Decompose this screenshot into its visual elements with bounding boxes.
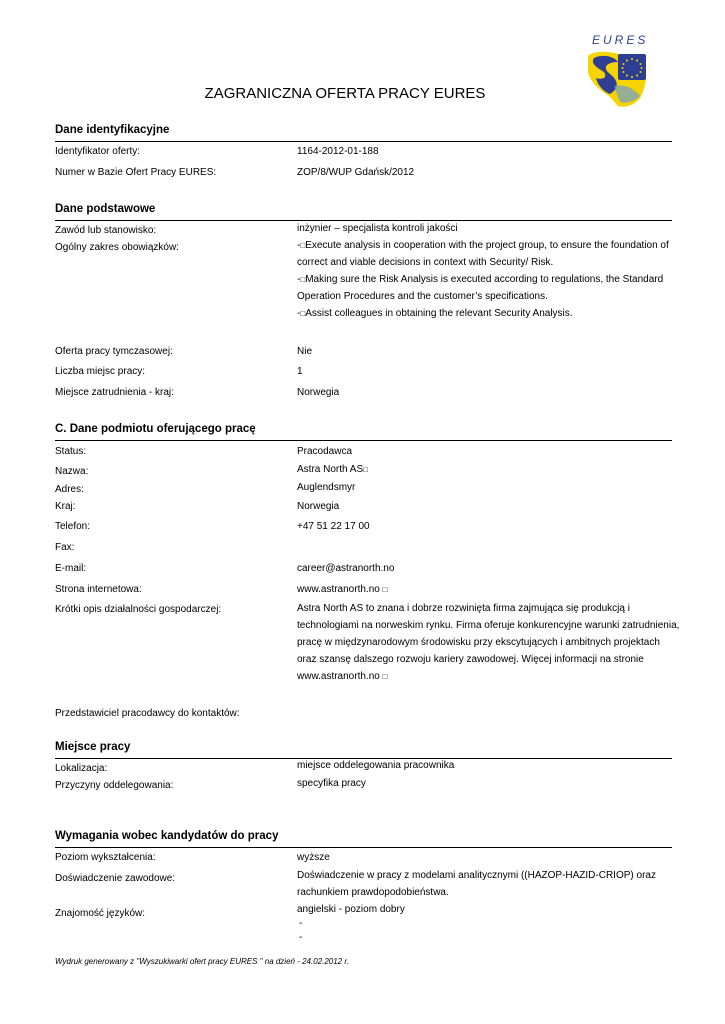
languages-label: Znajomość języków: <box>55 908 146 919</box>
location-label: Lokalizacja: <box>55 763 108 774</box>
duty-item <box>297 237 677 254</box>
vacancies-value: 1 <box>297 366 303 377</box>
description-link[interactable]: www.astranorth.no <box>297 671 380 682</box>
contact-person-label: Przedstawiciel pracodawcy do kontaktów: <box>55 708 240 719</box>
name-value <box>297 464 368 475</box>
phone-value: +47 51 22 17 00 <box>297 521 370 532</box>
section-divider <box>55 440 672 441</box>
website-link[interactable]: www.astranorth.no <box>297 584 380 595</box>
section-basic-title: Dane podstawowe <box>55 203 156 215</box>
occupation-value: inżynier – specjalista kontroli jakości <box>297 223 458 234</box>
website-value[interactable] <box>297 584 387 595</box>
employer-country-value: Norwegia <box>297 501 340 512</box>
section-identification-title: Dane identyfikacyjne <box>55 124 170 136</box>
description-line <box>297 668 677 685</box>
company-name: Astra North AS <box>297 464 364 475</box>
duty-item <box>297 305 677 322</box>
vacancies-label: Liczba miejsc pracy: <box>55 366 146 377</box>
delegation-reason-label: Przyczyny oddelegowania: <box>55 780 174 791</box>
email-value[interactable]: career@astranorth.no <box>297 563 395 574</box>
offer-id-label: Identyfikator oferty: <box>55 146 141 157</box>
experience-text <box>297 867 677 901</box>
section-divider <box>55 758 672 759</box>
description-line: Astra North AS to znana i dobrze rozwinięta firma zajmująca się produkcją i <box>297 603 630 614</box>
eures-logo-text: EURES <box>592 33 649 47</box>
offer-id-value: 1164-2012-01-188 <box>297 146 379 157</box>
temporary-offer-value: Nie <box>297 346 313 357</box>
email-label: E-mail: <box>55 563 87 574</box>
language-value: - <box>299 918 303 929</box>
section-workplace-title: Miejsce pracy <box>55 741 131 753</box>
address-value: Auglendsmyr <box>297 482 356 493</box>
occupation-label: Zawód lub stanowisko: <box>55 225 157 236</box>
website-label: Strona internetowa: <box>55 584 142 595</box>
description-line: pracę w międzynarodowym środowisku przy ekscytujących i ambitnych projektach <box>297 637 660 648</box>
placeholder-glyph-icon <box>363 464 368 475</box>
experience-line: Doświadczenie w pracy z modelami analitycznymi ((HAZOP-HAZID-CRIOP) oraz <box>297 870 656 881</box>
bullet-dash: - <box>297 308 301 319</box>
section-requirements-title: Wymagania wobec kandydatów do pracy <box>55 830 279 842</box>
phone-label: Telefon: <box>55 521 91 532</box>
bullet-dash: - <box>297 274 301 285</box>
database-number-label: Numer w Bazie Ofert Pracy EURES: <box>55 167 217 178</box>
duty-text: Execute analysis in cooperation with the project group, to ensure the foundation of <box>305 240 669 251</box>
language-value: - <box>299 932 303 943</box>
temporary-offer-label: Oferta pracy tymczasowej: <box>55 346 173 357</box>
status-value: Pracodawca <box>297 446 353 457</box>
print-footer: Wydruk generowany z "Wyszukiwarki ofert pracy EURES " na dzień - 24.02.2012 r. <box>55 957 349 966</box>
education-value: wyższe <box>297 852 330 863</box>
name-label: Nazwa: <box>55 466 89 477</box>
description-text <box>297 600 680 685</box>
duty-continuation: correct and viable decisions in context with Security/ Risk. <box>297 257 554 268</box>
location-value: miejsce oddelegowania pracownika <box>297 760 455 771</box>
section-divider <box>55 220 672 221</box>
section-divider <box>55 847 672 848</box>
country-label: Miejsce zatrudnienia - kraj: <box>55 387 174 398</box>
duties-list <box>297 237 677 322</box>
duties-label: Ogólny zakres obowiązków: <box>55 242 179 253</box>
bullet-dash: - <box>297 240 301 251</box>
placeholder-glyph-icon <box>383 671 388 682</box>
duty-item <box>297 271 677 288</box>
status-label: Status: <box>55 446 87 457</box>
country-value: Norwegia <box>297 387 340 398</box>
employer-country-label: Kraj: <box>55 501 76 512</box>
section-divider <box>55 141 672 142</box>
database-number-value: ZOP/8/WUP Gdańsk/2012 <box>297 167 415 178</box>
duty-continuation: Operation Procedures and the customer’s specifications. <box>297 291 548 302</box>
eures-logo <box>584 32 656 110</box>
experience-line: rachunkiem prawdopodobieństwa. <box>297 887 449 898</box>
delegation-reason-value: specyfika pracy <box>297 778 366 789</box>
description-line: technologiami na norweskim rynku. Firma oferuje konkurencyjne warunki zatrudnienia, <box>297 620 680 631</box>
duty-text: Assist colleagues in obtaining the relevant Security Analysis. <box>305 308 573 319</box>
description-label: Krótki opis działalności gospodarczej: <box>55 604 222 615</box>
fax-label: Fax: <box>55 542 75 553</box>
description-line: oraz szansę dalszego rozwoju kariery zawodowej. Więcej informacji na stronie <box>297 654 644 665</box>
education-label: Poziom wykształcenia: <box>55 852 156 863</box>
address-label: Adres: <box>55 484 84 495</box>
section-employer-title: C. Dane podmiotu oferującego pracę <box>55 423 256 435</box>
page-title: ZAGRANICZNA OFERTA PRACY EURES <box>204 85 486 102</box>
language-value: angielski - poziom dobry <box>297 904 405 915</box>
experience-label: Doświadczenie zawodowe: <box>55 873 176 884</box>
placeholder-glyph-icon <box>383 584 388 595</box>
duty-text: Making sure the Risk Analysis is executed according to regulations, the Standard <box>305 274 664 285</box>
